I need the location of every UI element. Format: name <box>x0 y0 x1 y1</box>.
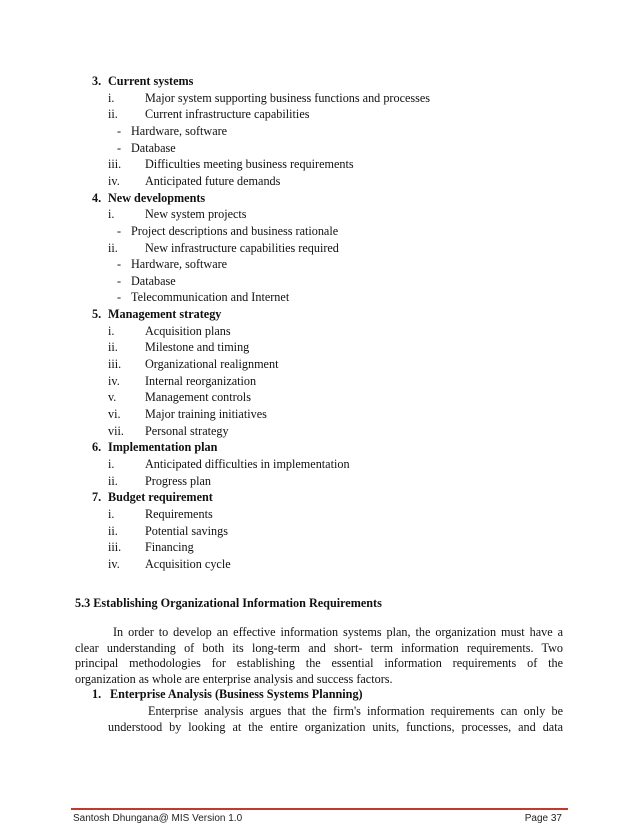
outline-item-text: Project descriptions and business rationale <box>131 223 339 238</box>
outline-dash-marker: - <box>117 290 122 305</box>
outline-item-text: Hardware, software <box>131 257 228 272</box>
outline-item-marker: i. <box>108 207 115 222</box>
outline-dash-marker: - <box>117 257 122 272</box>
outline-item-text: Acquisition plans <box>145 323 231 338</box>
outline-item-marker: ii. <box>108 240 118 255</box>
outline-section-title: Implementation plan <box>108 440 218 455</box>
outline-dash-marker: - <box>117 273 122 288</box>
outline-section-number: 5. <box>92 307 102 322</box>
subsection-line-1: Enterprise analysis argues that the firm's information requirements can only be <box>148 704 563 718</box>
outline-section-number: 3. <box>92 74 102 88</box>
outline-item-text: Anticipated future demands <box>145 173 281 188</box>
section-heading: 5.3 Establishing Organizational Information Requirements <box>75 596 382 610</box>
outline-item-marker: iv. <box>108 173 120 188</box>
outline-item-marker: iii. <box>108 157 122 172</box>
outline-dash-marker: - <box>117 140 122 155</box>
outline-item-text: Hardware, software <box>131 123 228 138</box>
outline-item-text: Personal strategy <box>145 423 229 438</box>
subsection-title: Enterprise Analysis (Business Systems Planning) <box>110 687 363 701</box>
outline-item-marker: iv. <box>108 556 120 571</box>
outline-item-text: Major system supporting business functions and processes <box>145 90 431 105</box>
outline-item-marker: iii. <box>108 357 122 372</box>
outline-item-text: Acquisition cycle <box>145 556 231 571</box>
outline-item-text: Difficulties meeting business requirements <box>145 157 354 172</box>
subsection-number: 1. <box>92 687 102 701</box>
outline-item-text: Progress plan <box>145 473 212 488</box>
outline-item-text: Major training initiatives <box>145 407 267 421</box>
outline-item-text: Requirements <box>145 506 213 521</box>
footer-author: Santosh Dhungana@ MIS Version 1.0 <box>73 813 243 824</box>
outline-section-title: Management strategy <box>108 307 222 322</box>
outline-item-marker: i. <box>108 323 115 338</box>
outline-dash-marker: - <box>117 223 122 238</box>
outline-item-text: New system projects <box>145 207 247 222</box>
paragraph-line-2: clear understanding of both its long-term and short- term information requirements. Two <box>75 641 563 655</box>
outline-item-marker: v. <box>108 390 117 405</box>
outline-item-text: Internal reorganization <box>145 373 257 388</box>
outline-section-title: Budget requirement <box>108 490 213 505</box>
outline-item-marker: iv. <box>108 373 120 388</box>
outline-section-title: Current systems <box>108 74 194 88</box>
outline-item-marker: i. <box>108 456 115 471</box>
outline-section-number: 7. <box>92 490 102 505</box>
subsection-line-2: understood by looking at the entire organization units, functions, processes, and data <box>108 720 563 734</box>
outline-item-marker: ii. <box>108 523 118 538</box>
paragraph-line-3: principal methodologies for establishing the essential information requirements of the <box>75 656 563 670</box>
outline-section-title: New developments <box>108 190 206 205</box>
outline-item-marker: ii. <box>108 473 118 488</box>
outline-item-text: Management controls <box>145 390 251 405</box>
outline-item-text: Organizational realignment <box>145 357 279 372</box>
outline-item-marker: ii. <box>108 340 118 355</box>
outline-section-number: 4. <box>92 190 102 205</box>
outline-item-text: Anticipated difficulties in implementation <box>145 456 350 471</box>
outline-item-marker: i. <box>108 506 115 521</box>
outline-item-text: Database <box>131 140 176 155</box>
footer-page-number: Page 37 <box>524 813 562 824</box>
outline-item-marker: vi. <box>108 407 121 421</box>
footer-rule <box>71 808 568 810</box>
outline-item-text: Financing <box>145 540 194 555</box>
paragraph-line-1: In order to develop an effective information systems plan, the organization must have a <box>113 625 563 639</box>
outline-item-text: Database <box>131 273 176 288</box>
outline-item-text: Telecommunication and Internet <box>131 290 290 305</box>
outline-item-text: Current infrastructure capabilities <box>145 107 310 122</box>
outline-item-marker: iii. <box>108 540 122 555</box>
outline-item-text: Milestone and timing <box>145 340 250 355</box>
outline-item-marker: vii. <box>108 423 124 438</box>
paragraph-line-4: organization as whole are enterprise analysis and success factors. <box>75 672 393 686</box>
outline-item-marker: ii. <box>108 107 118 122</box>
outline-item-text: New infrastructure capabilities required <box>145 240 339 255</box>
outline-item-marker: i. <box>108 90 115 105</box>
outline-item-text: Potential savings <box>145 523 228 538</box>
outline-section-number: 6. <box>92 440 102 455</box>
outline-dash-marker: - <box>117 123 122 138</box>
